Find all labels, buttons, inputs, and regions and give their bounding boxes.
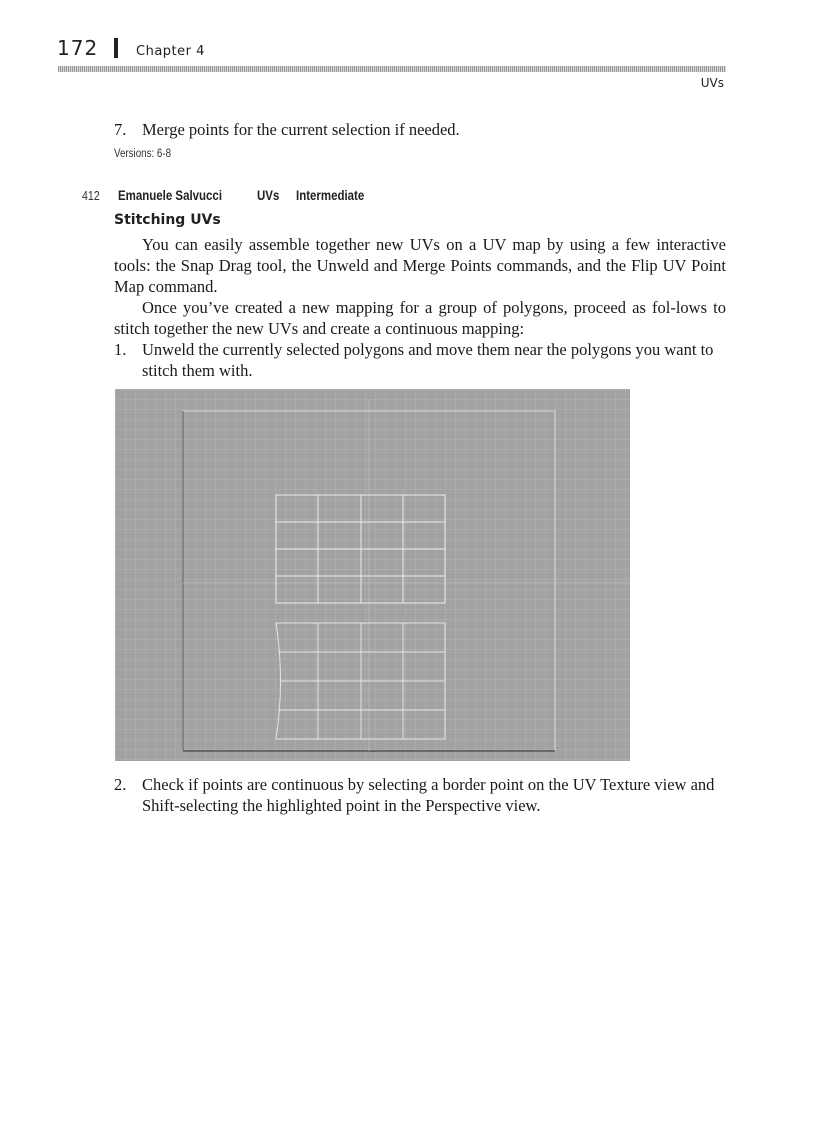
section-label: UVs <box>700 76 724 90</box>
step-7-number: 7. <box>114 120 127 139</box>
tip-step-1-number: 1. <box>114 340 127 359</box>
step-7-text: Merge points for the current selection if needed. <box>142 120 460 139</box>
tip-title: Stitching UVs <box>114 212 221 228</box>
tip-level: Intermediate <box>295 187 365 203</box>
tip-paragraph-2 <box>114 297 726 339</box>
header-separator <box>114 38 118 58</box>
tip-step-2-text: Check if points are continuous by selecting a border point on the UV Texture view and Shift-selecting the highlighted point in the Perspective view. <box>142 775 715 815</box>
chapter-label: Chapter 4 <box>136 44 205 59</box>
tip-author: Emanuele Salvucci <box>117 187 222 203</box>
tip-category: UVs <box>256 187 279 203</box>
step-7 <box>114 119 734 140</box>
versions-note: Versions: 6-8 <box>114 148 172 160</box>
tip-step-1-text: Unweld the currently selected polygons and move them near the polygons you want to stitch them with. <box>142 340 714 380</box>
tip-step-1 <box>114 339 734 381</box>
tip-paragraph-1-text: You can easily assemble together new UVs on a UV map by using a few interactive tools: the Snap Drag tool, the Unweld and Merge Points commands, and the Flip UV Point Map command. <box>114 235 726 296</box>
tip-paragraph-2-text: Once you’ve created a new mapping for a group of polygons, proceed as fol-lows to stitch together the new UVs and create a continuous mapping: <box>114 298 726 338</box>
upper-uv-shell <box>276 495 445 603</box>
uv-texture-view-icon <box>115 389 630 761</box>
header-rule <box>58 66 726 72</box>
uv-texture-screenshot <box>115 389 630 761</box>
tip-header <box>82 187 371 203</box>
tip-step-2 <box>114 774 734 816</box>
tip-number: 412 <box>82 189 100 203</box>
lower-uv-shell <box>276 623 445 739</box>
page-number: 172 <box>57 36 99 60</box>
tip-paragraph-1 <box>114 234 726 297</box>
tip-step-2-number: 2. <box>114 775 127 794</box>
